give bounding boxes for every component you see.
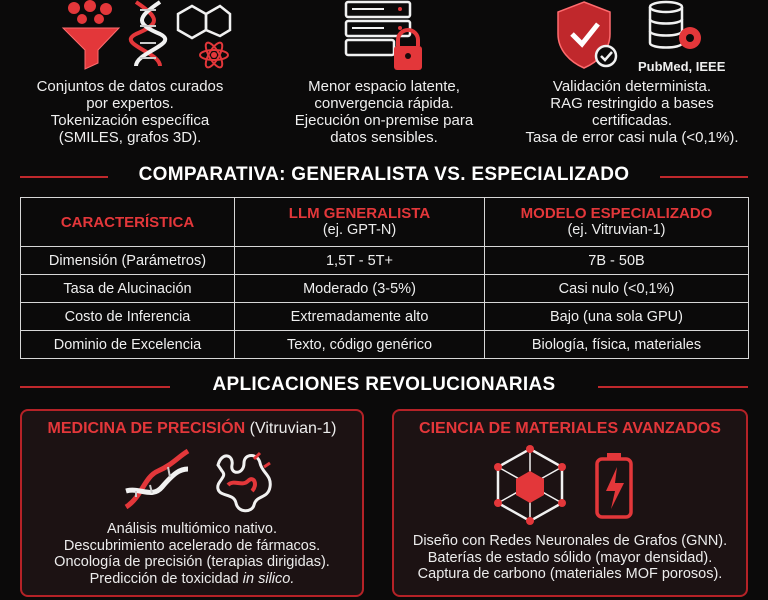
materials-card-title: CIENCIA DE MATERIALES AVANZADOS <box>419 420 721 437</box>
feature-line: Menor espacio latente, <box>308 78 460 95</box>
medicine-card-body <box>22 521 362 587</box>
table-cell: 7B - 50B <box>485 247 749 275</box>
server-lock-icons <box>278 0 490 78</box>
shield-check-icon <box>556 0 618 72</box>
applications-title: APLICACIONES REVOLUCIONARIAS <box>212 374 556 395</box>
materials-card <box>392 409 748 597</box>
feature-line: Tokenización específica <box>50 112 210 129</box>
molecule-atom-icon <box>172 0 234 72</box>
table-cell: 1,5T - 5T+ <box>235 247 485 275</box>
table-cell: Casi nulo (<0,1%) <box>485 275 749 303</box>
feature-line: convergencia rápida. <box>314 95 454 112</box>
data-icons <box>20 0 240 78</box>
database-gear-icon <box>646 0 706 54</box>
feature-column-efficiency <box>278 0 490 146</box>
dna-icon <box>128 0 168 68</box>
header-general-sub: (ej. GPT-N) <box>322 222 397 238</box>
feature-column-data <box>20 0 240 146</box>
feature-line: RAG restringido a bases <box>550 95 714 112</box>
table-row <box>21 275 749 303</box>
header-feature: CARACTERÍSTICA <box>21 198 235 247</box>
source-label: PubMed, IEEE <box>638 59 726 74</box>
table-cell: Extremadamente alto <box>235 303 485 331</box>
table-cell: Texto, código genérico <box>235 331 485 359</box>
validation-icons <box>516 0 748 78</box>
battery-icon <box>594 451 634 519</box>
feature-line: Tasa de error casi nula (<0,1%). <box>525 129 739 146</box>
table-header-row <box>21 198 749 247</box>
table-cell: Moderado (3-5%) <box>235 275 485 303</box>
divider-right <box>660 176 748 178</box>
card-line: Baterías de estado sólido (mayor densidad). <box>427 549 713 566</box>
table-cell: Costo de Inferencia <box>21 303 235 331</box>
header-general: LLM GENERALISTA (ej. GPT-N) <box>235 198 485 247</box>
comparison-title: COMPARATIVA: GENERALISTA VS. ESPECIALIZADO <box>138 164 630 185</box>
funnel-icon <box>60 0 122 70</box>
medicine-card <box>20 409 364 597</box>
feature-line: Validación determinista. <box>552 78 712 95</box>
card-line: Oncología de precisión (terapias dirigidas). <box>54 554 330 570</box>
feature-line: datos sensibles. <box>330 129 438 146</box>
feature-line: por expertos. <box>86 95 174 112</box>
feature-column-validation <box>516 0 748 146</box>
feature-line: (SMILES, grafos 3D). <box>58 129 202 146</box>
server-lock-icon <box>344 0 424 72</box>
medicine-card-title: MEDICINA DE PRECISIÓN (Vitruvian-1) <box>47 420 337 437</box>
protein-structure-icon <box>208 445 278 517</box>
divider-right <box>598 386 748 388</box>
feature-line: certificadas. <box>591 112 673 129</box>
table-row <box>21 331 749 359</box>
table-row <box>21 303 749 331</box>
dna-icon <box>122 447 192 511</box>
card-line: Predicción de toxicidad in silico. <box>89 570 295 587</box>
comparison-table <box>20 197 749 359</box>
feature-line: Ejecución on-premise para <box>294 112 474 129</box>
card-line: Análisis multiómico nativo. <box>106 521 278 537</box>
table-cell: Bajo (una sola GPU) <box>485 303 749 331</box>
header-special-sub: (ej. Vitruvian-1) <box>567 222 666 238</box>
table-cell: Biología, física, materiales <box>485 331 749 359</box>
table-cell: Dimensión (Parámetros) <box>21 247 235 275</box>
crystal-lattice-icon <box>492 445 568 525</box>
card-line: Descubrimiento acelerado de fármacos. <box>63 537 321 554</box>
feature-line: Conjuntos de datos curados <box>36 78 224 95</box>
card-line: Diseño con Redes Neuronales de Grafos (GNN). <box>412 533 728 549</box>
materials-card-body <box>394 533 746 583</box>
table-cell: Tasa de Alucinación <box>21 275 235 303</box>
card-line: Captura de carbono (materiales MOF porosos). <box>417 566 723 582</box>
table-cell: Dominio de Excelencia <box>21 331 235 359</box>
header-special: MODELO ESPECIALIZADO (ej. Vitruvian-1) <box>485 198 749 247</box>
table-row <box>21 247 749 275</box>
